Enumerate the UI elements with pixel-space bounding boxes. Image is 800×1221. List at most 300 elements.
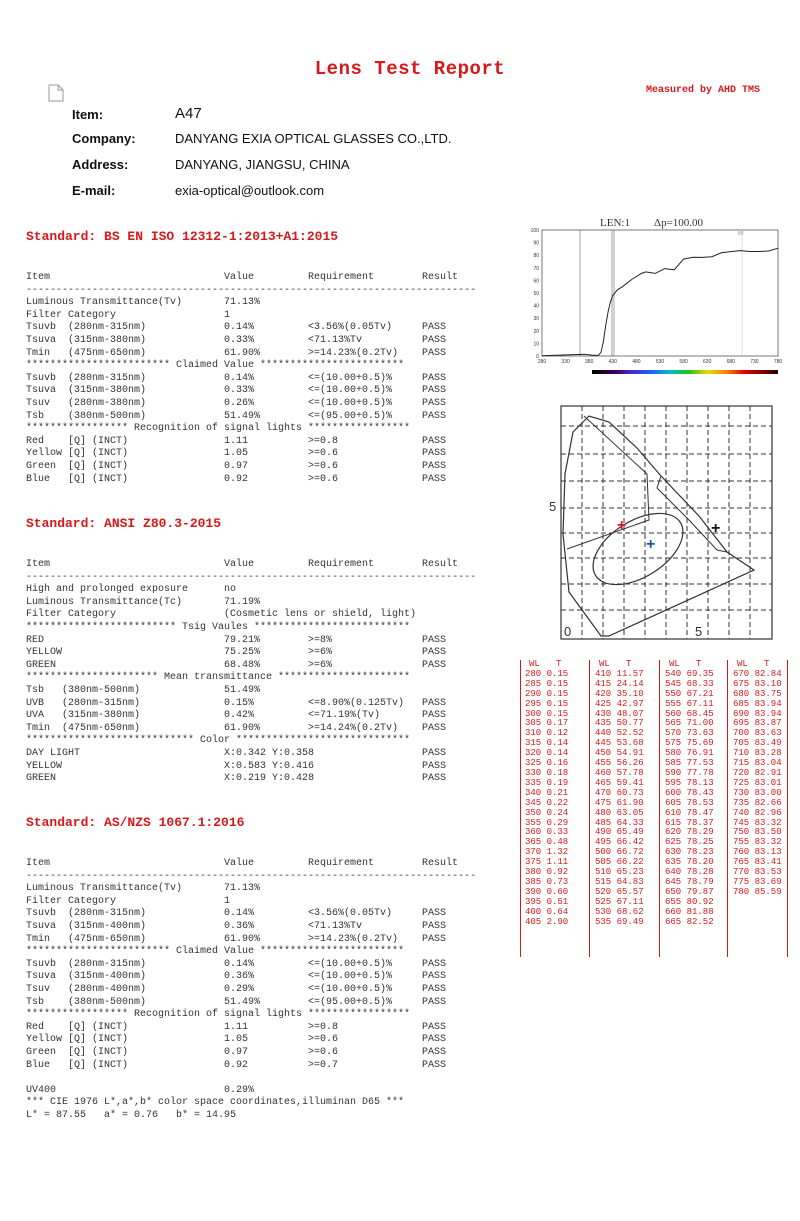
cell-item: Red [Q] (INCT) — [26, 435, 129, 447]
info-value: DANYANG EXIA OPTICAL GLASSES CO.,LTD. — [175, 131, 452, 146]
wl-cell: 440 52.52 — [595, 728, 644, 739]
cell-item: Yellow [Q] (INCT) — [26, 448, 129, 460]
wl-cell: 295 0.15 — [525, 698, 569, 709]
cell-value: 0.14% — [224, 372, 255, 384]
wl-cell: 570 73.63 — [665, 728, 714, 739]
cell-value: 68.48% — [224, 659, 261, 671]
cell-item: UVA (315nm-380nm) — [26, 710, 141, 722]
wl-cell: 660 81.88 — [665, 906, 714, 917]
cell-value: 61.90% — [224, 722, 261, 734]
cell-item: Tsb (380nm-500nm) — [26, 996, 147, 1008]
marker-label: 80 — [738, 231, 744, 237]
cell-value: X:0.342 Y:0.358 — [224, 747, 315, 759]
cell-result: PASS — [422, 710, 447, 722]
cell-value: 0.15% — [224, 697, 255, 709]
red-point-marker: + — [617, 517, 627, 534]
y-tick-label: 40 — [533, 303, 539, 310]
cell-item: Tsb (380nm-500nm) — [26, 684, 141, 696]
y-tick-label: 50 — [533, 291, 539, 297]
cell-item: Tsuv (280nm-380nm) — [26, 397, 147, 409]
wl-cell: 750 83.50 — [733, 827, 782, 838]
wl-cell: 630 78.23 — [665, 847, 714, 858]
wl-cell: 355 0.29 — [525, 817, 569, 828]
standard-title: Standard: BS EN ISO 12312-1:2013+A1:2015 — [26, 229, 339, 244]
cell-value: no — [224, 584, 237, 596]
wl-cell: 685 83.94 — [733, 698, 782, 709]
x-tick-label: 630 — [703, 359, 712, 365]
wl-cell: 715 83.04 — [733, 758, 782, 769]
wl-cell: 535 69.49 — [595, 916, 644, 927]
cell-item: Tsuva (315nm-380nm) — [26, 385, 147, 397]
cell-value: 0.14% — [224, 958, 255, 970]
cell-requirement: <=(10.00+0.5)% — [308, 971, 393, 983]
cell-result: PASS — [422, 996, 447, 1008]
cell-value: 1.11 — [224, 1021, 249, 1033]
wl-cell: 335 0.19 — [525, 777, 569, 788]
wl-cell: 680 83.75 — [733, 688, 782, 699]
wl-cell: 525 67.11 — [595, 896, 644, 907]
cell-requirement: <=(10.00+0.5)% — [308, 958, 393, 970]
wl-cell: 615 78.37 — [665, 817, 714, 828]
wl-cell: 515 64.83 — [595, 876, 644, 887]
wl-cell: 390 0.60 — [525, 886, 569, 897]
chart-len-label: LEN:1 — [600, 217, 630, 229]
wl-cell: 510 65.23 — [595, 867, 644, 878]
cell-value: 0.29% — [224, 1084, 255, 1096]
cell-item: Blue [Q] (INCT) — [26, 1059, 129, 1071]
cell-result: PASS — [422, 983, 447, 995]
cell-item: Tsuvb (280nm-315nm) — [26, 958, 147, 970]
x-tick-label: 330 — [561, 359, 570, 365]
cell-requirement: >=0.6 — [308, 1046, 339, 1058]
wl-cell: 745 83.32 — [733, 817, 782, 828]
cell-item: Luminous Transmittance(Tc) — [26, 596, 183, 608]
cell-value: 0.26% — [224, 397, 255, 409]
wl-cell: 635 78.20 — [665, 857, 714, 868]
cell-value: 61.90% — [224, 347, 261, 359]
standard-title: Standard: AS/NZS 1067.1:2016 — [26, 815, 245, 830]
wl-cell: 290 0.15 — [525, 688, 569, 699]
y-tick-label: 70 — [533, 265, 539, 272]
separator: --------------------------------------------------------------------------- — [26, 284, 477, 296]
wl-cell: 415 24.14 — [595, 678, 644, 689]
cell-item: Filter Category — [26, 895, 117, 907]
wl-cell: 425 42.97 — [595, 698, 644, 709]
cell-result: PASS — [422, 933, 447, 945]
x-tick-label: 730 — [750, 359, 759, 365]
wl-column — [733, 660, 782, 898]
wl-cell: 695 83.87 — [733, 718, 782, 729]
cell-item: Tsuva (315nm-400nm) — [26, 920, 147, 932]
cell-result: Result — [422, 272, 459, 283]
wl-cell: 370 1.32 — [525, 847, 569, 858]
cell-result: PASS — [422, 634, 447, 646]
transmittance-chart — [522, 214, 784, 376]
section-banner: ************************ Claimed Value ************************ — [26, 360, 405, 372]
wl-cell: 755 83.32 — [733, 837, 782, 848]
section-banner: ********************** Mean transmittance ********************** — [26, 672, 411, 684]
cell-item: Filter Category — [26, 609, 117, 621]
cell-value: 71.19% — [224, 596, 261, 608]
standard-title: Standard: ANSI Z80.3-2015 — [26, 516, 222, 531]
document-icon — [48, 84, 64, 102]
cell-requirement: <71.13%Tv — [308, 334, 363, 346]
x-tick-label: 480 — [632, 359, 641, 365]
cell-item: Luminous Transmittance(Tv) — [26, 883, 183, 895]
wl-cell: 530 68.62 — [595, 906, 644, 917]
wl-cell: 740 82.96 — [733, 807, 782, 818]
cell-value: 0.92 — [224, 1059, 249, 1071]
cell-requirement: Requirement — [308, 559, 375, 570]
wl-cell: 550 67.21 — [665, 688, 714, 699]
cell-item: High and prolonged exposure — [26, 584, 189, 596]
cell-requirement: <=(10.00+0.5)% — [308, 385, 393, 397]
blue-point-marker: + — [646, 536, 656, 553]
wl-cell: 620 78.29 — [665, 827, 714, 838]
separator: --------------------------------------------------------------------------- — [26, 571, 477, 583]
wl-cell: 465 59.41 — [595, 777, 644, 788]
cell-result: PASS — [422, 760, 447, 772]
wl-cell: 780 85.59 — [733, 886, 782, 897]
cell-value: 0.33% — [224, 334, 255, 346]
wl-cell: 410 11.57 — [595, 668, 644, 679]
cell-result: PASS — [422, 322, 447, 334]
info-value: exia-optical@outlook.com — [175, 183, 325, 198]
y-tick-label: 100 — [530, 228, 539, 234]
cell-result: PASS — [422, 435, 447, 447]
cell-value: 1 — [224, 895, 231, 907]
wl-cell: 505 66.22 — [595, 857, 644, 868]
wl-cell: 420 35.10 — [595, 688, 644, 699]
wl-column-header: WL T — [599, 659, 632, 669]
cell-value: 61.90% — [224, 933, 261, 945]
cell-result: PASS — [422, 397, 447, 409]
wl-cell: 470 60.73 — [595, 787, 644, 798]
cell-result: PASS — [422, 773, 447, 785]
section-banner: ***************** Recognition of signal lights ***************** — [26, 1009, 411, 1021]
cell-item: Tsuv (280nm-400nm) — [26, 983, 147, 995]
wl-cell: 395 0.51 — [525, 896, 569, 907]
info-value: A47 — [175, 105, 202, 122]
x-tick-label: 780 — [773, 359, 783, 365]
cell-value: 0.36% — [224, 971, 255, 983]
cell-item: UVB (280nm-315nm) — [26, 697, 141, 709]
cell-value: 1.11 — [224, 435, 249, 447]
wl-cell: 595 78.13 — [665, 777, 714, 788]
cell-item: Tsuva (315nm-380nm) — [26, 334, 147, 346]
cell-item: UV400 — [26, 1084, 57, 1096]
cell-result: PASS — [422, 372, 447, 384]
black-point-marker: + — [711, 520, 721, 537]
cell-item: Tmin (475nm-650nm) — [26, 933, 147, 945]
wl-cell: 765 83.41 — [733, 857, 782, 868]
cell-requirement: >=0.6 — [308, 1034, 339, 1046]
cell-requirement: <71.13%Tv — [308, 920, 363, 932]
x-tick-label: 280 — [537, 359, 547, 365]
wl-cell: 775 83.69 — [733, 876, 782, 887]
cell-value: X:0.583 Y:0.416 — [224, 760, 315, 772]
wl-cell: 665 82.52 — [665, 916, 714, 927]
wl-cell: 435 50.77 — [595, 718, 644, 729]
cell-value: 0.97 — [224, 1046, 249, 1058]
cell-item: YELLOW — [26, 647, 63, 659]
cell-requirement: <=8.90%(0.125Tv) — [308, 697, 405, 709]
wl-cell: 460 57.78 — [595, 767, 644, 778]
wl-cell: 305 0.17 — [525, 718, 569, 729]
cell-requirement: >=14.24%(0.2Tv) — [308, 722, 399, 734]
cell-result: PASS — [422, 347, 447, 359]
cell-item: Red [Q] (INCT) — [26, 1021, 129, 1033]
cell-value: 0.36% — [224, 920, 255, 932]
wl-cell: 760 83.13 — [733, 847, 782, 858]
wl-cell: 710 83.28 — [733, 748, 782, 759]
cell-value: 0.29% — [224, 983, 255, 995]
wl-cell: 575 75.69 — [665, 738, 714, 749]
info-key: Item: — [72, 107, 104, 122]
cell-item: Yellow [Q] (INCT) — [26, 1034, 129, 1046]
wl-cell: 720 82.91 — [733, 767, 782, 778]
cell-value: 1 — [224, 309, 231, 321]
wl-cell: 555 67.11 — [665, 698, 714, 709]
x-tick-label: 430 — [608, 359, 617, 365]
x-tick-label: 680 — [726, 359, 735, 365]
cell-item: Tsuvb (280nm-315nm) — [26, 908, 147, 920]
cell-item: Green [Q] (INCT) — [26, 1046, 129, 1058]
cell-requirement: Requirement — [308, 858, 375, 869]
wl-column-header: WL T — [737, 659, 770, 669]
column-divider — [659, 660, 660, 957]
cell-requirement: >=0.6 — [308, 460, 339, 472]
cell-item: Item — [26, 559, 51, 570]
cell-item: Tmin (475nm-650nm) — [26, 347, 147, 359]
wl-cell: 700 83.63 — [733, 728, 782, 739]
report-title: Lens Test Report — [314, 58, 506, 80]
separator: --------------------------------------------------------------------------- — [26, 870, 477, 882]
cell-requirement: >=8% — [308, 634, 333, 646]
cell-value: 51.49% — [224, 410, 261, 422]
cell-requirement: Requirement — [308, 272, 375, 283]
cell-requirement: >=14.23%(0.2Tv) — [308, 933, 399, 945]
wl-cell: 520 65.57 — [595, 886, 644, 897]
wl-cell: 645 78.79 — [665, 876, 714, 887]
cell-item: Green [Q] (INCT) — [26, 460, 129, 472]
wl-cell: 385 0.73 — [525, 876, 569, 887]
cie-label-5-x: 5 — [695, 624, 703, 639]
wl-cell: 585 77.53 — [665, 758, 714, 769]
y-tick-label: 10 — [533, 341, 539, 348]
cell-requirement: <=(95.00+0.5)% — [308, 996, 393, 1008]
wl-cell: 545 68.33 — [665, 678, 714, 689]
wl-column — [525, 660, 568, 927]
wl-cell: 725 83.01 — [733, 777, 782, 788]
wl-cell: 300 0.15 — [525, 708, 569, 719]
wl-cell: 560 68.45 — [665, 708, 714, 719]
section-banner: *** CIE 1976 L*,a*,b* color space coordinates,illuminan D65 *** — [26, 1097, 405, 1109]
cell-value: 0.14% — [224, 908, 255, 920]
wl-cell: 280 0.15 — [525, 668, 569, 679]
section-banner: **************************** Color ***************************** — [26, 735, 411, 747]
cell-result: PASS — [422, 971, 447, 983]
wl-cell: 625 78.25 — [665, 837, 714, 848]
cell-requirement: <3.56%(0.05Tv) — [308, 322, 393, 334]
wl-cell: 735 82.66 — [733, 797, 782, 808]
wl-cell: 475 61.90 — [595, 797, 644, 808]
cell-item: GREEN — [26, 659, 57, 671]
cell-result: PASS — [422, 747, 447, 759]
wl-cell: 605 78.53 — [665, 797, 714, 808]
cell-result: PASS — [422, 659, 447, 671]
cell-result: Result — [422, 858, 459, 869]
cell-item: GREEN — [26, 773, 57, 785]
cell-requirement: >=0.8 — [308, 1021, 339, 1033]
cell-result: PASS — [422, 1046, 447, 1058]
section-banner: ************************* Tsig Vaules ************************** — [26, 621, 411, 633]
cell-result: PASS — [422, 722, 447, 734]
cell-value: 51.49% — [224, 684, 261, 696]
wl-cell: 375 1.11 — [525, 857, 569, 868]
cell-item: Luminous Transmittance(Tv) — [26, 297, 183, 309]
cell-result: Result — [422, 559, 459, 570]
cell-item: Blue [Q] (INCT) — [26, 473, 129, 485]
cell-value: 0.97 — [224, 460, 249, 472]
cell-item: Tmin (475nm-650nm) — [26, 722, 141, 734]
cell-value: Value — [224, 272, 255, 283]
cell-value: 79.21% — [224, 634, 261, 646]
cell-item: Tsuvb (280nm-315nm) — [26, 372, 147, 384]
cell-value: Value — [224, 858, 255, 869]
wavelength-table — [520, 660, 788, 957]
cell-value: 51.49% — [224, 996, 261, 1008]
section-banner: L* = 87.55 a* = 0.76 b* = 14.95 — [26, 1109, 237, 1121]
cell-value: (Cosmetic lens or shield, light) — [224, 609, 417, 621]
wl-cell: 610 78.47 — [665, 807, 714, 818]
cie-chromaticity-diagram — [549, 404, 775, 642]
cell-result: PASS — [422, 460, 447, 472]
cell-value: 75.25% — [224, 647, 261, 659]
cell-item: YELLOW — [26, 760, 63, 772]
cell-item: DAY LIGHT — [26, 747, 81, 759]
wl-cell: 580 76.91 — [665, 748, 714, 759]
section-banner: ************************ Claimed Value ************************ — [26, 946, 405, 958]
cell-item: Item — [26, 858, 51, 869]
cell-result: PASS — [422, 473, 447, 485]
cell-requirement: >=0.8 — [308, 435, 339, 447]
wl-cell: 455 56.26 — [595, 758, 644, 769]
cell-requirement: <=(10.00+0.5)% — [308, 983, 393, 995]
y-tick-label: 30 — [533, 316, 539, 323]
cell-result: PASS — [422, 920, 447, 932]
y-tick-label: 20 — [533, 328, 539, 335]
wl-cell: 600 78.43 — [665, 787, 714, 798]
wl-cell: 350 0.24 — [525, 807, 569, 818]
cell-item: Tsuva (315nm-400nm) — [26, 971, 147, 983]
cell-value: 1.05 — [224, 448, 249, 460]
cell-item: Item — [26, 272, 51, 283]
wl-cell: 670 82.84 — [733, 668, 782, 679]
wl-cell: 405 2.90 — [525, 916, 569, 927]
chart-delta-label: Δp=100.00 — [654, 217, 704, 229]
cell-value: Value — [224, 559, 255, 570]
cell-result: PASS — [422, 410, 447, 422]
cell-result: PASS — [422, 958, 447, 970]
wl-cell: 650 79.87 — [665, 886, 714, 897]
cell-result: PASS — [422, 697, 447, 709]
cell-value: 0.33% — [224, 385, 255, 397]
cell-result: PASS — [422, 385, 447, 397]
wl-cell: 365 0.48 — [525, 837, 569, 848]
cell-requirement: >=0.6 — [308, 448, 339, 460]
wl-cell: 540 69.35 — [665, 668, 714, 679]
cell-requirement: >=6% — [308, 647, 333, 659]
wl-column-header: WL T — [529, 659, 562, 669]
cell-item: Tsb (380nm-500nm) — [26, 410, 147, 422]
wl-cell: 495 66.42 — [595, 837, 644, 848]
wl-cell: 730 83.00 — [733, 787, 782, 798]
spectrum-color-bar — [592, 370, 778, 374]
wl-cell: 360 0.33 — [525, 827, 569, 838]
wl-cell: 590 77.78 — [665, 767, 714, 778]
cell-result: PASS — [422, 908, 447, 920]
cell-result: PASS — [422, 1059, 447, 1071]
cell-result: PASS — [422, 1021, 447, 1033]
cell-requirement: <=(10.00+0.5)% — [308, 397, 393, 409]
y-tick-label: 60 — [533, 278, 539, 285]
y-tick-label: 0 — [536, 354, 539, 360]
wl-cell: 445 53.68 — [595, 738, 644, 749]
y-tick-label: 80 — [533, 253, 539, 260]
cell-value: 71.13% — [224, 883, 261, 895]
wl-cell: 690 83.94 — [733, 708, 782, 719]
cell-requirement: >=0.6 — [308, 473, 339, 485]
column-divider — [589, 660, 590, 957]
cell-requirement: <=(10.00+0.5)% — [308, 372, 393, 384]
wl-cell: 340 0.21 — [525, 787, 569, 798]
cell-value: 0.14% — [224, 322, 255, 334]
cell-value: 0.92 — [224, 473, 249, 485]
wl-cell: 490 65.49 — [595, 827, 644, 838]
cell-value: X:0.219 Y:0.428 — [224, 773, 315, 785]
cell-result: PASS — [422, 448, 447, 460]
cell-requirement: <3.56%(0.05Tv) — [308, 908, 393, 920]
wl-cell: 430 48.07 — [595, 708, 644, 719]
section-banner: ***************** Recognition of signal lights ***************** — [26, 423, 411, 435]
column-divider — [727, 660, 728, 957]
wl-column — [595, 660, 644, 927]
cell-value: 0.42% — [224, 710, 255, 722]
info-key: E-mail: — [72, 183, 116, 198]
cell-item: Filter Category — [26, 309, 117, 321]
plot-frame — [542, 230, 778, 356]
x-tick-label: 580 — [679, 359, 688, 365]
wl-cell: 380 0.92 — [525, 867, 569, 878]
wl-cell: 705 83.49 — [733, 738, 782, 749]
cell-requirement: <=(95.00+0.5)% — [308, 410, 393, 422]
wl-cell: 330 0.18 — [525, 767, 569, 778]
cell-item: Tsuvb (280nm-315nm) — [26, 322, 147, 334]
cie-label-0: 0 — [564, 624, 572, 639]
wl-cell: 675 83.10 — [733, 678, 782, 689]
wl-cell: 565 71.00 — [665, 718, 714, 729]
measured-by: Measured by AHD TMS — [646, 85, 761, 96]
cell-result: PASS — [422, 647, 447, 659]
wl-cell: 770 83.53 — [733, 867, 782, 878]
wl-cell: 320 0.14 — [525, 748, 569, 759]
wl-cell: 325 0.16 — [525, 758, 569, 769]
cell-requirement: >=0.7 — [308, 1059, 339, 1071]
wl-cell: 480 63.05 — [595, 807, 644, 818]
cell-requirement: >=14.23%(0.2Tv) — [308, 347, 399, 359]
cie-label-5-y: 5 — [549, 499, 557, 514]
